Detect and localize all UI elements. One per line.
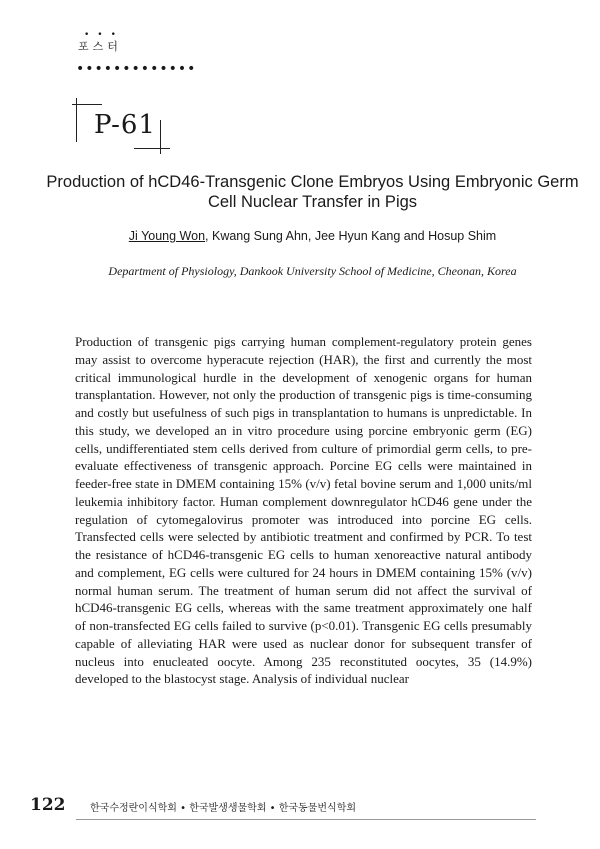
section-label bbox=[78, 30, 124, 54]
affiliation: Department of Physiology, Dankook University School of Medicine, Cheonan, Korea bbox=[108, 264, 517, 278]
dotted-rule: ••••••••••••• bbox=[76, 61, 197, 77]
paper-title: Production of hCD46-Transgenic Clone Embryos Using Embryonic Germ Cell Nuclear Transfer in Pigs bbox=[46, 173, 579, 211]
footer-societies: 한국수정란이식학회 • 한국발생생물학회 • 한국동물번식학회 bbox=[90, 803, 357, 814]
abstract-body: Production of transgenic pigs carrying human complement-regulatory protein genes may assist to overcome hyperacute rejection (HAR), the first and currently the most critical immunological hurdle in the development of xenogenic organs for human transplantation. However, not only the production of transgenic pigs is time-consuming and costly but usefulness of such pigs in transplantation to humans is unpredictable. In this study, we developed an in vitro procedure using porcine embryonic germ (EG) cells, undifferentiated stem cells derived from culture of primordial germ cells, to pre-evaluate effectiveness of transgenic approach. Porcine EG cells were maintained in feeder-free state in DMEM containing 15% (v/v) fetal bovine serum and 1,000 units/ml leukemia inhibitory factor. Human complement downregulator hCD46 gene under the regulation of cytomegalovirus promoter was introduced into porcine EG cells. Transfected cells were selected by antibiotic treatment and confirmed by PCR. To test the resistance of hCD46-transgenic EG cells to human xenoreactive natural antibody and complement, EG cells were cultured for 24 hours in DMEM containing 15% (v/v) normal human serum. The treatment of human serum did not affect the survival of hCD46-transgenic EG cells, whereas with the same treatment approximately one half of non-transfected EG cells failed to survive (p<0.01). Transgenic EG cells presumably capable of alleviating HAR were used as nuclear donor for subsequent transfer of nucleus into enucleated oocyte. Among 235 reconstituted oocytes, 35 (14.9%) developed to the blastocyst stage. Analysis of individual nuclear bbox=[75, 334, 532, 687]
poster-number: P-61 bbox=[94, 110, 156, 140]
emphasis-dots: ••• bbox=[84, 30, 124, 40]
first-author: Ji Young Won bbox=[128, 229, 206, 243]
corner-line bbox=[72, 104, 102, 105]
page-number: 122 bbox=[30, 795, 66, 815]
author-list bbox=[40, 229, 585, 243]
footer-rule bbox=[76, 819, 536, 820]
corner-line bbox=[134, 148, 170, 149]
co-authors: , Kwang Sung Ahn, Jee Hyun Kang and Hosup Shim bbox=[205, 229, 497, 243]
poster-number-box bbox=[72, 98, 182, 154]
section-label-text: 포스터 bbox=[78, 40, 122, 53]
